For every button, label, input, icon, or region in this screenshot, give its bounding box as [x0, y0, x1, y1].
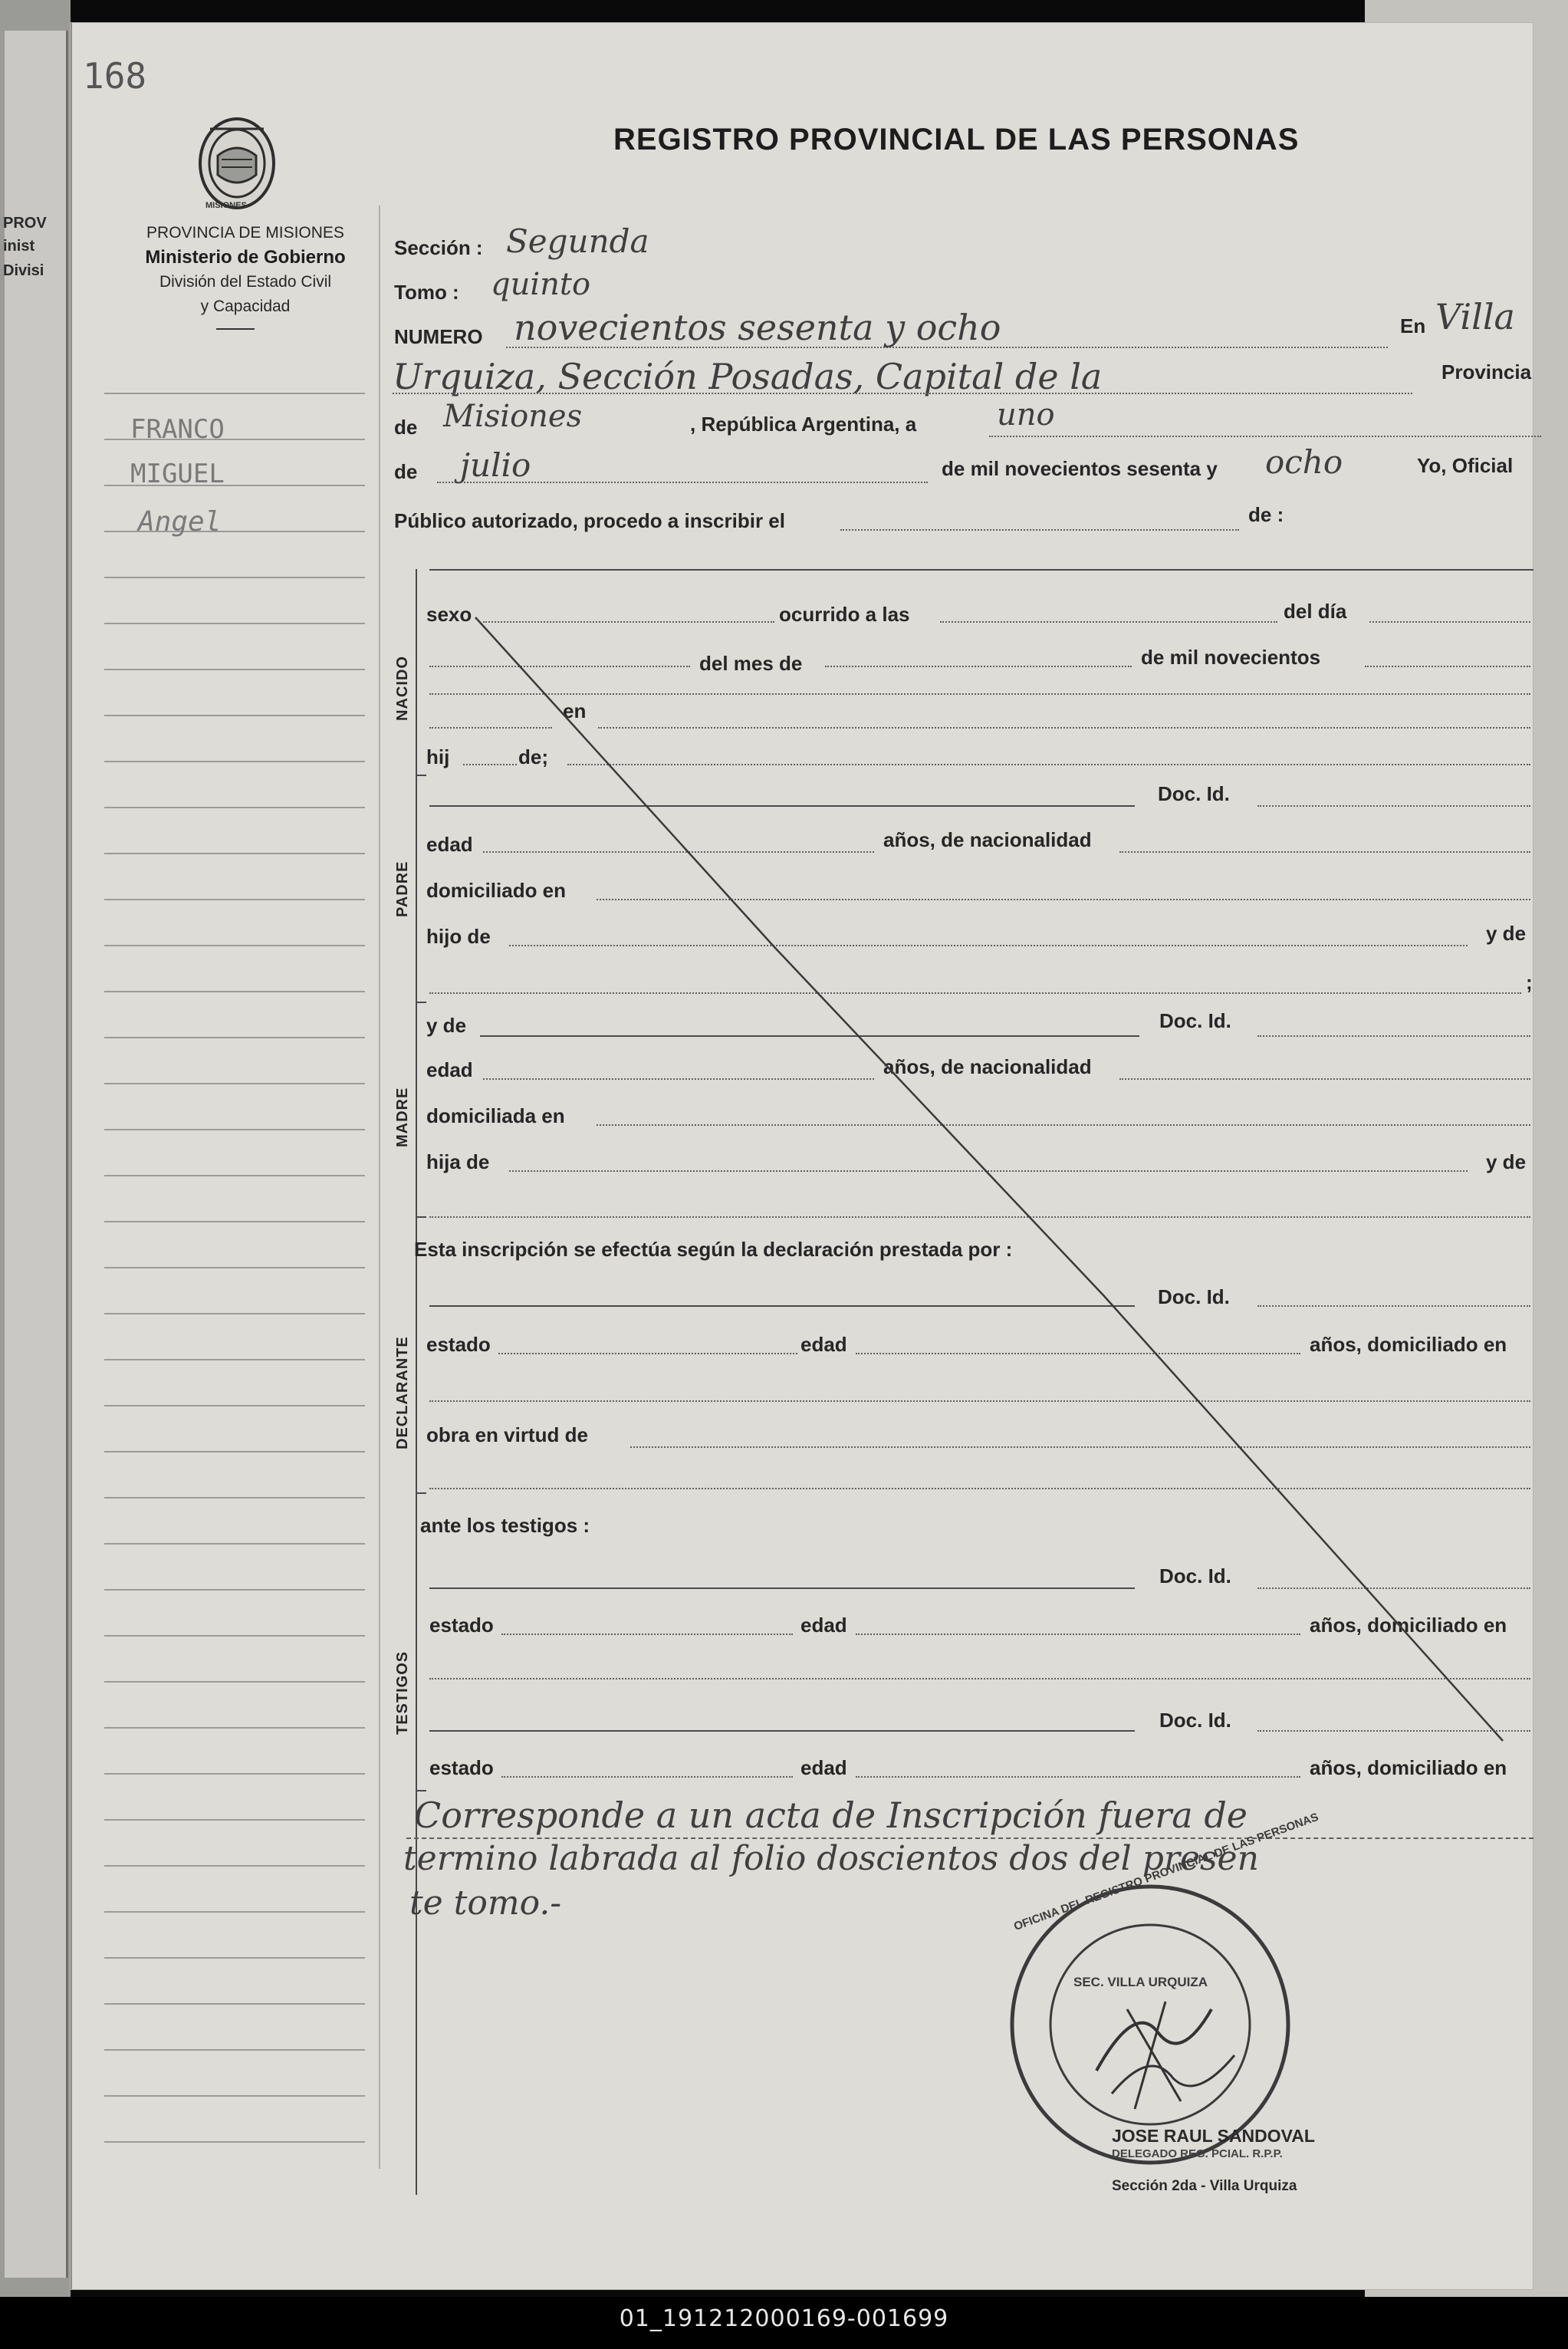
de-colon-label: de : [1248, 503, 1284, 526]
note-line-3: te tomo.- [409, 1883, 562, 1923]
del-mes-label: del mes de [699, 652, 803, 675]
org-ministry: Ministerio de Gobierno [145, 247, 346, 268]
footer-image-id: 01_191212000169-001699 [619, 2305, 949, 2332]
test2-estado-label: estado [429, 1756, 494, 1779]
edge-text-2: inist [3, 238, 35, 255]
nacido-doc-label: Doc. Id. [1158, 782, 1230, 805]
page-number: 168 [83, 55, 147, 97]
padre-semicolon: ; [1526, 971, 1533, 994]
decl-doc-label: Doc. Id. [1158, 1285, 1230, 1308]
seccion-label: Sección : [394, 236, 483, 259]
tomo-value: quinto [491, 267, 591, 302]
note-line-1: Corresponde a un acta de Inscripción fuera de [414, 1795, 1247, 1836]
madre-dom-label: domiciliada en [426, 1104, 565, 1127]
test-ante-label: ante los testigos : [420, 1514, 590, 1537]
stamp-name: JOSE RAUL SANDOVAL [1112, 2126, 1315, 2146]
org-capacidad: y Capacidad [200, 298, 291, 315]
madre-doc-label: Doc. Id. [1159, 1009, 1231, 1032]
seal-text: MISIONES [205, 201, 247, 210]
numero-value: novecientos sesenta y ocho [514, 307, 1001, 348]
en-label: En [1400, 314, 1426, 337]
test2-anos-label: años, domiciliado en [1310, 1756, 1507, 1779]
de2-label: de [394, 460, 418, 483]
ocurrido-label: ocurrido a las [779, 603, 910, 626]
de-label: de [394, 416, 418, 439]
margin-name-first: MIGUEL [130, 459, 225, 489]
edge-text-3: Divisi [3, 262, 44, 279]
org-province: PROVINCIA DE MISIONES [146, 224, 344, 242]
decl-anos-label: años, domiciliado en [1310, 1333, 1507, 1356]
margin-name-middle: Angel [138, 506, 222, 538]
stamp-office: Sección 2da - Villa Urquiza [1112, 2178, 1297, 2194]
section-nacido-title: NACIDO [394, 656, 411, 721]
tomo-label: Tomo : [394, 281, 459, 304]
section-testigos-title: TESTIGOS [394, 1650, 411, 1735]
republica-label: , República Argentina, a [690, 413, 917, 436]
edge-text-1: PROV [3, 215, 47, 232]
mil-nov-label: de mil novecientos [1141, 646, 1321, 669]
dia-value: uno [997, 397, 1055, 433]
stamp-ring-text: OFICINA DEL REGISTRO PROVINCIAL DE LAS PERSONAS [1012, 1810, 1320, 1933]
oficial-label: Yo, Oficial [1417, 454, 1514, 477]
decl-obra-label: obra en virtud de [426, 1423, 588, 1446]
margin-name-surname: FRANCO [130, 414, 225, 445]
decl-estado-label: estado [426, 1333, 491, 1356]
stamp-inner-text: SEC. VILLA URQUIZA [1073, 1975, 1208, 1989]
document-title: REGISTRO PROVINCIAL DE LAS PERSONAS [613, 123, 1300, 156]
hij-de-label: de; [518, 745, 548, 768]
en-value: Villa [1435, 296, 1515, 337]
test1-estado-label: estado [429, 1614, 494, 1637]
de-value: Misiones [443, 399, 583, 434]
mil-label: de mil novecientos sesenta y [942, 457, 1218, 480]
anio-value: ocho [1265, 443, 1343, 481]
publico-label: Público autorizado, procedo a inscribir el [394, 509, 785, 532]
madre-y-de-top: y de [426, 1014, 467, 1037]
section-madre-title: MADRE [394, 1087, 411, 1147]
madre-nac-label: años, de nacionalidad [883, 1055, 1092, 1078]
decl-edad-label: edad [800, 1333, 847, 1356]
madre-hija-label: hija de [426, 1150, 490, 1173]
test2-doc-label: Doc. Id. [1159, 1709, 1231, 1732]
test2-edad-label: edad [800, 1756, 847, 1779]
org-division: División del Estado Civil [159, 273, 332, 291]
padre-y-de-label: y de [1486, 922, 1527, 945]
padre-nac-label: años, de nacionalidad [883, 828, 1092, 851]
mes-value: julio [460, 446, 531, 484]
seccion-value: Segunda [506, 222, 649, 260]
decl-intro: Esta inscripción se efectúa según la declaración prestada por : [414, 1238, 1013, 1261]
padre-hijo-label: hijo de [426, 925, 491, 948]
provincia-label: Provincia [1441, 360, 1532, 383]
section-padre-title: PADRE [394, 860, 411, 917]
test1-doc-label: Doc. Id. [1159, 1564, 1231, 1587]
test1-edad-label: edad [800, 1614, 847, 1637]
sexo-label: sexo [426, 603, 472, 626]
del-dia-label: del día [1284, 600, 1347, 623]
madre-y-de-label: y de [1486, 1150, 1527, 1173]
section-declarante-title: DECLARANTE [394, 1336, 411, 1449]
stamp-role: DELEGADO REG. PCIAL. R.P.P. [1112, 2147, 1283, 2160]
note-line-2: termino labrada al folio doscientos dos del presen [403, 1839, 1259, 1878]
madre-edad-label: edad [426, 1058, 473, 1081]
en-nac-label: en [563, 699, 587, 722]
hij-label: hij [426, 745, 450, 768]
place-line: Urquiza, Sección Posadas, Capital de la [393, 356, 1103, 397]
numero-label: NUMERO [394, 325, 483, 348]
test1-anos-label: años, domiciliado en [1310, 1614, 1507, 1637]
padre-dom-label: domiciliado en [426, 879, 567, 902]
padre-edad-label: edad [426, 833, 473, 856]
